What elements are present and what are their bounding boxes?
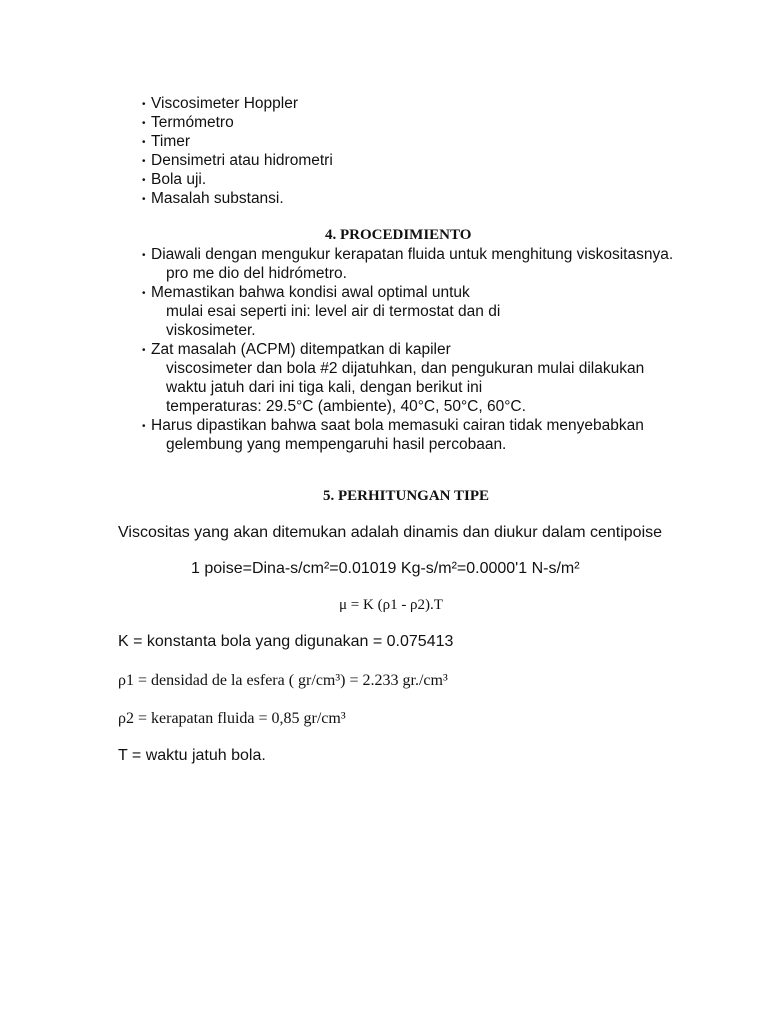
rho2-definition: ρ2 = kerapatan fluida = 0,85 gr/cm³ — [118, 710, 346, 727]
viscosity-formula: μ = K (ρ1 - ρ2).T — [339, 597, 443, 613]
list-item: Memastikan bahwa kondisi awal optimal untuk — [151, 284, 470, 301]
list-item: Zat masalah (ACPM) ditempatkan di kapiler — [151, 341, 451, 358]
list-item-continuation: viscosimeter dan bola #2 dijatuhkan, dan pengukuran mulai dilakukan — [166, 360, 645, 377]
list-item: Masalah substansi. — [151, 190, 284, 207]
unit-conversion: 1 poise=Dina-s/cm²=0.01019 Kg-s/m²=0.0000'1 N-s/m² — [191, 560, 580, 577]
list-item: Termómetro — [151, 114, 234, 131]
list-item: Timer — [151, 133, 191, 150]
calculation-intro: Viscositas yang akan ditemukan adalah dinamis dan diukur dalam centipoise — [118, 524, 663, 541]
list-item: Viscosimeter Hoppler — [151, 95, 299, 112]
bullet-icon: • — [142, 175, 146, 186]
list-item-continuation: gelembung yang mempengaruhi hasil percobaan. — [166, 436, 507, 453]
list-item: Harus dipastikan bahwa saat bola memasuki cairan tidak menyebabkan — [151, 417, 644, 434]
bullet-icon: • — [142, 156, 146, 167]
section-heading-procedure: 4. PROCEDIMIENTO — [325, 227, 472, 243]
bullet-icon: • — [142, 118, 146, 129]
bullet-icon: • — [142, 288, 146, 299]
bullet-icon: • — [142, 194, 146, 205]
rho1-definition: ρ1 = densidad de la esfera ( gr/cm³) = 2.233 gr./cm³ — [118, 672, 448, 689]
k-definition: K = konstanta bola yang digunakan = 0.075413 — [118, 633, 454, 650]
section-heading-calculation: 5. PERHITUNGAN TIPE — [323, 488, 489, 504]
bullet-icon: • — [142, 137, 146, 148]
bullet-icon: • — [142, 250, 146, 261]
bullet-icon: • — [142, 345, 146, 356]
t-definition: T = waktu jatuh bola. — [118, 747, 266, 764]
list-item-continuation: temperaturas: 29.5°C (ambiente), 40°C, 50°C, 60°C. — [166, 398, 526, 415]
list-item-continuation: pro me dio del hidrómetro. — [166, 265, 347, 282]
list-item-continuation: waktu jatuh dari ini tiga kali, dengan berikut ini — [166, 379, 483, 396]
bullet-icon: • — [142, 421, 146, 432]
list-item-continuation: mulai esai seperti ini: level air di termostat dan di — [166, 303, 501, 320]
list-item-continuation: viskosimeter. — [166, 322, 256, 339]
bullet-icon: • — [142, 99, 146, 110]
list-item: Diawali dengan mengukur kerapatan fluida untuk menghitung viskositasnya. — [151, 246, 674, 263]
list-item: Bola uji. — [151, 171, 207, 188]
list-item: Densimetri atau hidrometri — [151, 152, 333, 169]
